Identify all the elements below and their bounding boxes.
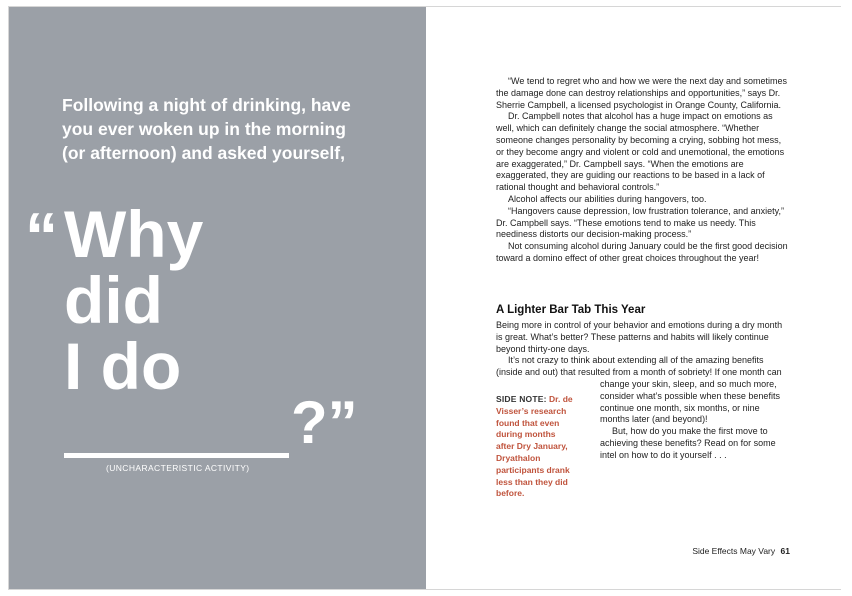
intro-text: Following a night of drinking, have you ever woken up in the morning (or afternoon) and asked yourself, [62, 95, 351, 163]
big-word-did: did [64, 263, 163, 337]
paragraph: It’s not crazy to think about extending all of the amazing benefits (inside and out) that resulted from a month of sobriety! If one month can [496, 355, 782, 378]
book-spread [8, 6, 841, 590]
paragraph: But, how do you make the first move to achieving these benefits? Read on for some intel on how to do it yourself . . . [600, 426, 776, 460]
page-number: 61 [780, 546, 790, 556]
paragraph: “Hangovers cause depression, low frustration tolerance, and anxiety,” Dr. Campbell says. “These emotions tend to make us needy. This neediness distorts our decision-making process.” [496, 205, 784, 240]
blank-caption: (UNCHARACTERISTIC ACTIVITY) [106, 463, 250, 473]
body-block-2 [496, 320, 789, 379]
paragraph: Being more in control of your behavior and emotions during a dry month is great. What’s better? These patterns and habits will likely continue beyond thirty-one days. [496, 320, 783, 354]
left-page [9, 7, 426, 589]
fill-in-blank-line [64, 453, 289, 458]
section-heading: A Lighter Bar Tab This Year [496, 304, 646, 316]
paragraph: change your skin, sleep, and so much more, consider what’s possible when these benefits continue one month, six months, or nine months later (and beyond)! [600, 379, 780, 425]
big-word-why: Why [64, 197, 204, 271]
open-quote-mark: “ [25, 199, 58, 273]
body-block-1 [496, 76, 789, 265]
side-note-text: Dr. de Visser’s research found that even during months after Dry January, Dryathalon participants drank less than they did before. [496, 394, 573, 499]
side-note-label: SIDE NOTE: [496, 394, 547, 404]
paragraph: Not consuming alcohol during January could be the first good decision toward a domino effect of other great choices throughout the year! [496, 241, 788, 263]
paragraph: “We tend to regret who and how we were the next day and sometimes the damage done can destroy relationships and opportunities,” says Dr. Sherrie Campbell, a licensed psychologist in Orange County, California. [496, 76, 787, 110]
paragraph: Dr. Campbell notes that alcohol has a huge impact on emotions as well, which can definitely change the social atmosphere. “Whether someone changes personality by becoming a crying, sobbing hot mess, or they become angry and violent or cold and unemotional, the emotions are exaggerated,” Dr. Campbell says. “When the emotions are exaggerated, they are guiding our reactions to be based in a lack of rational thought and behavioral controls.” [496, 111, 785, 193]
running-title: Side Effects May Vary [692, 546, 776, 556]
big-word-i-do: I do [64, 329, 182, 403]
right-page [426, 7, 842, 589]
side-note [496, 394, 576, 500]
body-block-3 [600, 379, 790, 462]
page-footer [692, 546, 790, 556]
paragraph: Alcohol affects our abilities during hangovers, too. [508, 193, 707, 204]
close-question-quote: ?” [291, 389, 358, 456]
